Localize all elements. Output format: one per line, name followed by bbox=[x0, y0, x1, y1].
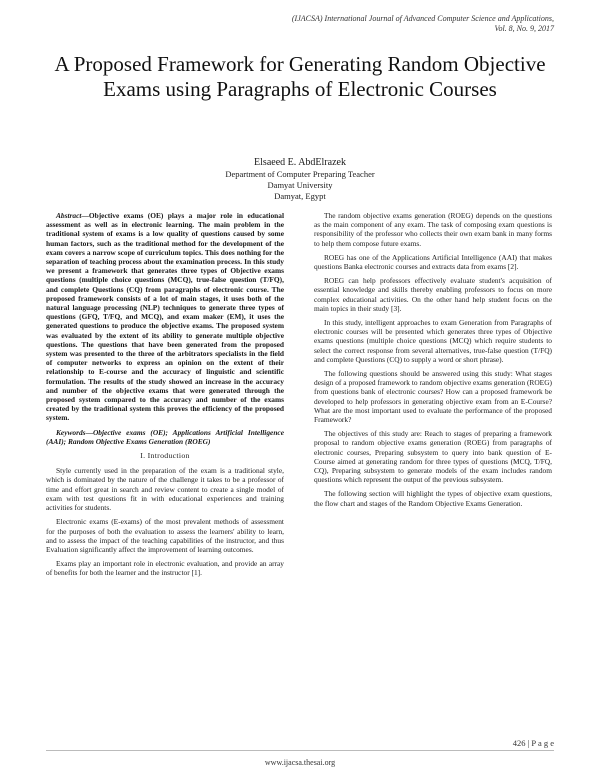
author-name: Elsaeed E. AbdElrazek bbox=[254, 157, 346, 168]
paragraph: The objectives of this study are: Reach to stages of preparing a framework proposal to random objective exams generation (ROEG) from paragraphs of electronic courses, Preparing subsystem to query into bank question of E-Course aimed at generating random for three types of questions (MCQ, T/FQ, CQ), Preparing subsystem to generate models of the exam includes random questions which represent the output of the previous subsystem. bbox=[314, 429, 552, 485]
abstract-label: Abstract— bbox=[56, 211, 89, 220]
author-block bbox=[0, 156, 600, 202]
left-column bbox=[46, 211, 284, 583]
abstract-text: Objective exams (OE) plays a major role in educational assessment as well as in electronic learning. The main problem in the traditional system of exams is a low quality of questions caused by some human factors, such as the traditional method for the development of the exam covers a narrow scope of curriculum topics. This does nothing for the separation of teaching process about the examination process. In this study we present a framework that generates three types of Objective exams questions (multiple choice questions (MCQ), true-false question (T/FQ), and complete Questions (CQ) from paragraphs of electronic course. The proposed framework consists of a lot of main stages, it uses both of the natural language processing (NLP) techniques to generate three types of questions (GFQ, T/FQ, and MCQ), and exam maker (EM), it uses the generated questions to produce the objective exams. The proposed system was evaluated by the extent of its ability to generate multiple objective questions. The questions that have been generated from the proposed system was presented to the three of the arbitrators specialists in the field of computer networks to express an opinion on the extent of their relationship to E-course and the accuracy of linguistic and scientific formulation. The results of the study showed an increase in the accuracy and number of the objective exams that were generated through the proposed system compared to the accuracy and number of the exams created by the traditional system this proves the efficiency of the proposed system. bbox=[46, 211, 284, 423]
journal-volume: Vol. 8, No. 9, 2017 bbox=[494, 24, 554, 33]
journal-name: (IJACSA) International Journal of Advanced Computer Science and Applications, bbox=[291, 14, 554, 23]
author-location: Damyat, Egypt bbox=[274, 191, 326, 201]
paragraph: The following questions should be answered using this study: What stages design of a proposed framework to random objective exams generation (ROEG) from questions bank of electronic courses? How can a proposed framework be developed to help professors in generating objective exam from an E-Course? What are the most important used to evaluate the performance of the proposed Framework? bbox=[314, 369, 552, 425]
journal-url: www.ijacsa.thesai.org bbox=[264, 758, 336, 767]
paragraph: The following section will highlight the types of objective exam questions, the flow chart and stages of the Random Objective Exams Generation. bbox=[314, 489, 552, 508]
page-number: 426 | P a g e bbox=[512, 738, 554, 748]
author-department: Department of Computer Preparing Teacher bbox=[225, 169, 375, 179]
paragraph: In this study, intelligent approaches to exam Generation from Paragraphs of electronic courses will be presented which generates three types of Objective exams questions (multiple choice questions (MCQ) which require students to select the correct response from several alternatives, true-false question (T/FQ) and complete Questions (CQ) to supply a word or short phrase). bbox=[314, 318, 552, 364]
footer-divider bbox=[46, 750, 554, 751]
paragraph: ROEG has one of the Applications Artificial Intelligence (AAI) that makes questions Banka electronic courses and extracts data from exams [2]. bbox=[314, 252, 552, 272]
section-heading-introduction: I. Introduction bbox=[140, 451, 190, 461]
paragraph: Electronic exams (E-exams) of the most prevalent methods of assessment for the purposes of both the evaluation to assess the learners' ability to learn, and to assess the impact of the teaching capabilities of the instructor, and thus Evaluation significantly affect the improvement of learning outcomes. bbox=[46, 517, 284, 554]
paragraph: Exams play an important role in electronic evaluation, and provide an array of benefits for both the learner and the instructor [1]. bbox=[46, 559, 284, 578]
abstract bbox=[46, 211, 284, 423]
paragraph: Style currently used in the preparation of the exam is a traditional style, which is dominated by the nature of the challenge it takes to be a professor of time and effort great in search and review content to create a single model of exam with test questions fit in with educational experiences and training activities for students. bbox=[46, 466, 284, 513]
paper-title: A Proposed Framework for Generating Random Objective Exams using Paragraphs of Electronic Courses bbox=[54, 52, 546, 101]
paragraph: The random objective exams generation (ROEG) depends on the questions as the main component of any exam. The task of composing exam questions is responsibility of the professor who collects their own exam bank in many forms to help them compose future exams. bbox=[314, 211, 552, 248]
right-column bbox=[314, 211, 552, 513]
paragraph: ROEG can help professors effectively evaluate student's acquisition of essential knowledge and skills thereby enabling professors to focus on more complex educational activities. On the other hand help student focus on the main topics in their study [3]. bbox=[314, 276, 552, 313]
journal-header bbox=[292, 14, 554, 34]
author-university: Damyat University bbox=[267, 180, 333, 190]
keywords: Keywords—Objective exams (OE); Applications Artificial Intelligence (AAI); Random Objective Exams Generation (ROEG) bbox=[46, 427, 284, 446]
